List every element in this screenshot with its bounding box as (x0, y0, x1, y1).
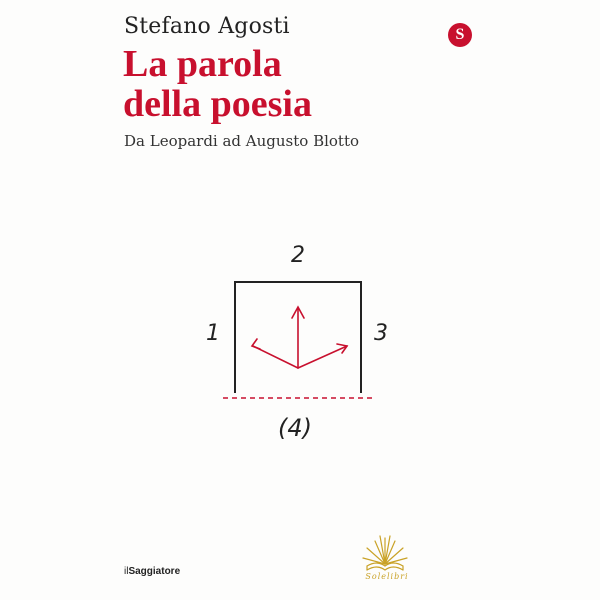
publisher-prefix: il (124, 566, 129, 577)
publisher-name: Saggiatore (128, 566, 181, 577)
label-top: 2 (291, 243, 305, 268)
label-bottom: (4) (278, 414, 312, 442)
book-title (123, 44, 312, 124)
publisher-logo (124, 566, 180, 577)
cover-diagram (195, 238, 395, 448)
author-name: Stefano Agosti (124, 14, 290, 39)
title-line-1: La parola (123, 43, 282, 85)
label-right: 3 (374, 321, 388, 346)
book-subtitle: Da Leopardi ad Augusto Blotto (124, 132, 360, 150)
series-name: Solelibri (365, 572, 409, 581)
title-line-2: della poesia (123, 83, 312, 125)
label-left: 1 (206, 321, 220, 346)
publisher-badge-icon: S (448, 23, 472, 47)
red-arrows-icon (252, 307, 347, 368)
